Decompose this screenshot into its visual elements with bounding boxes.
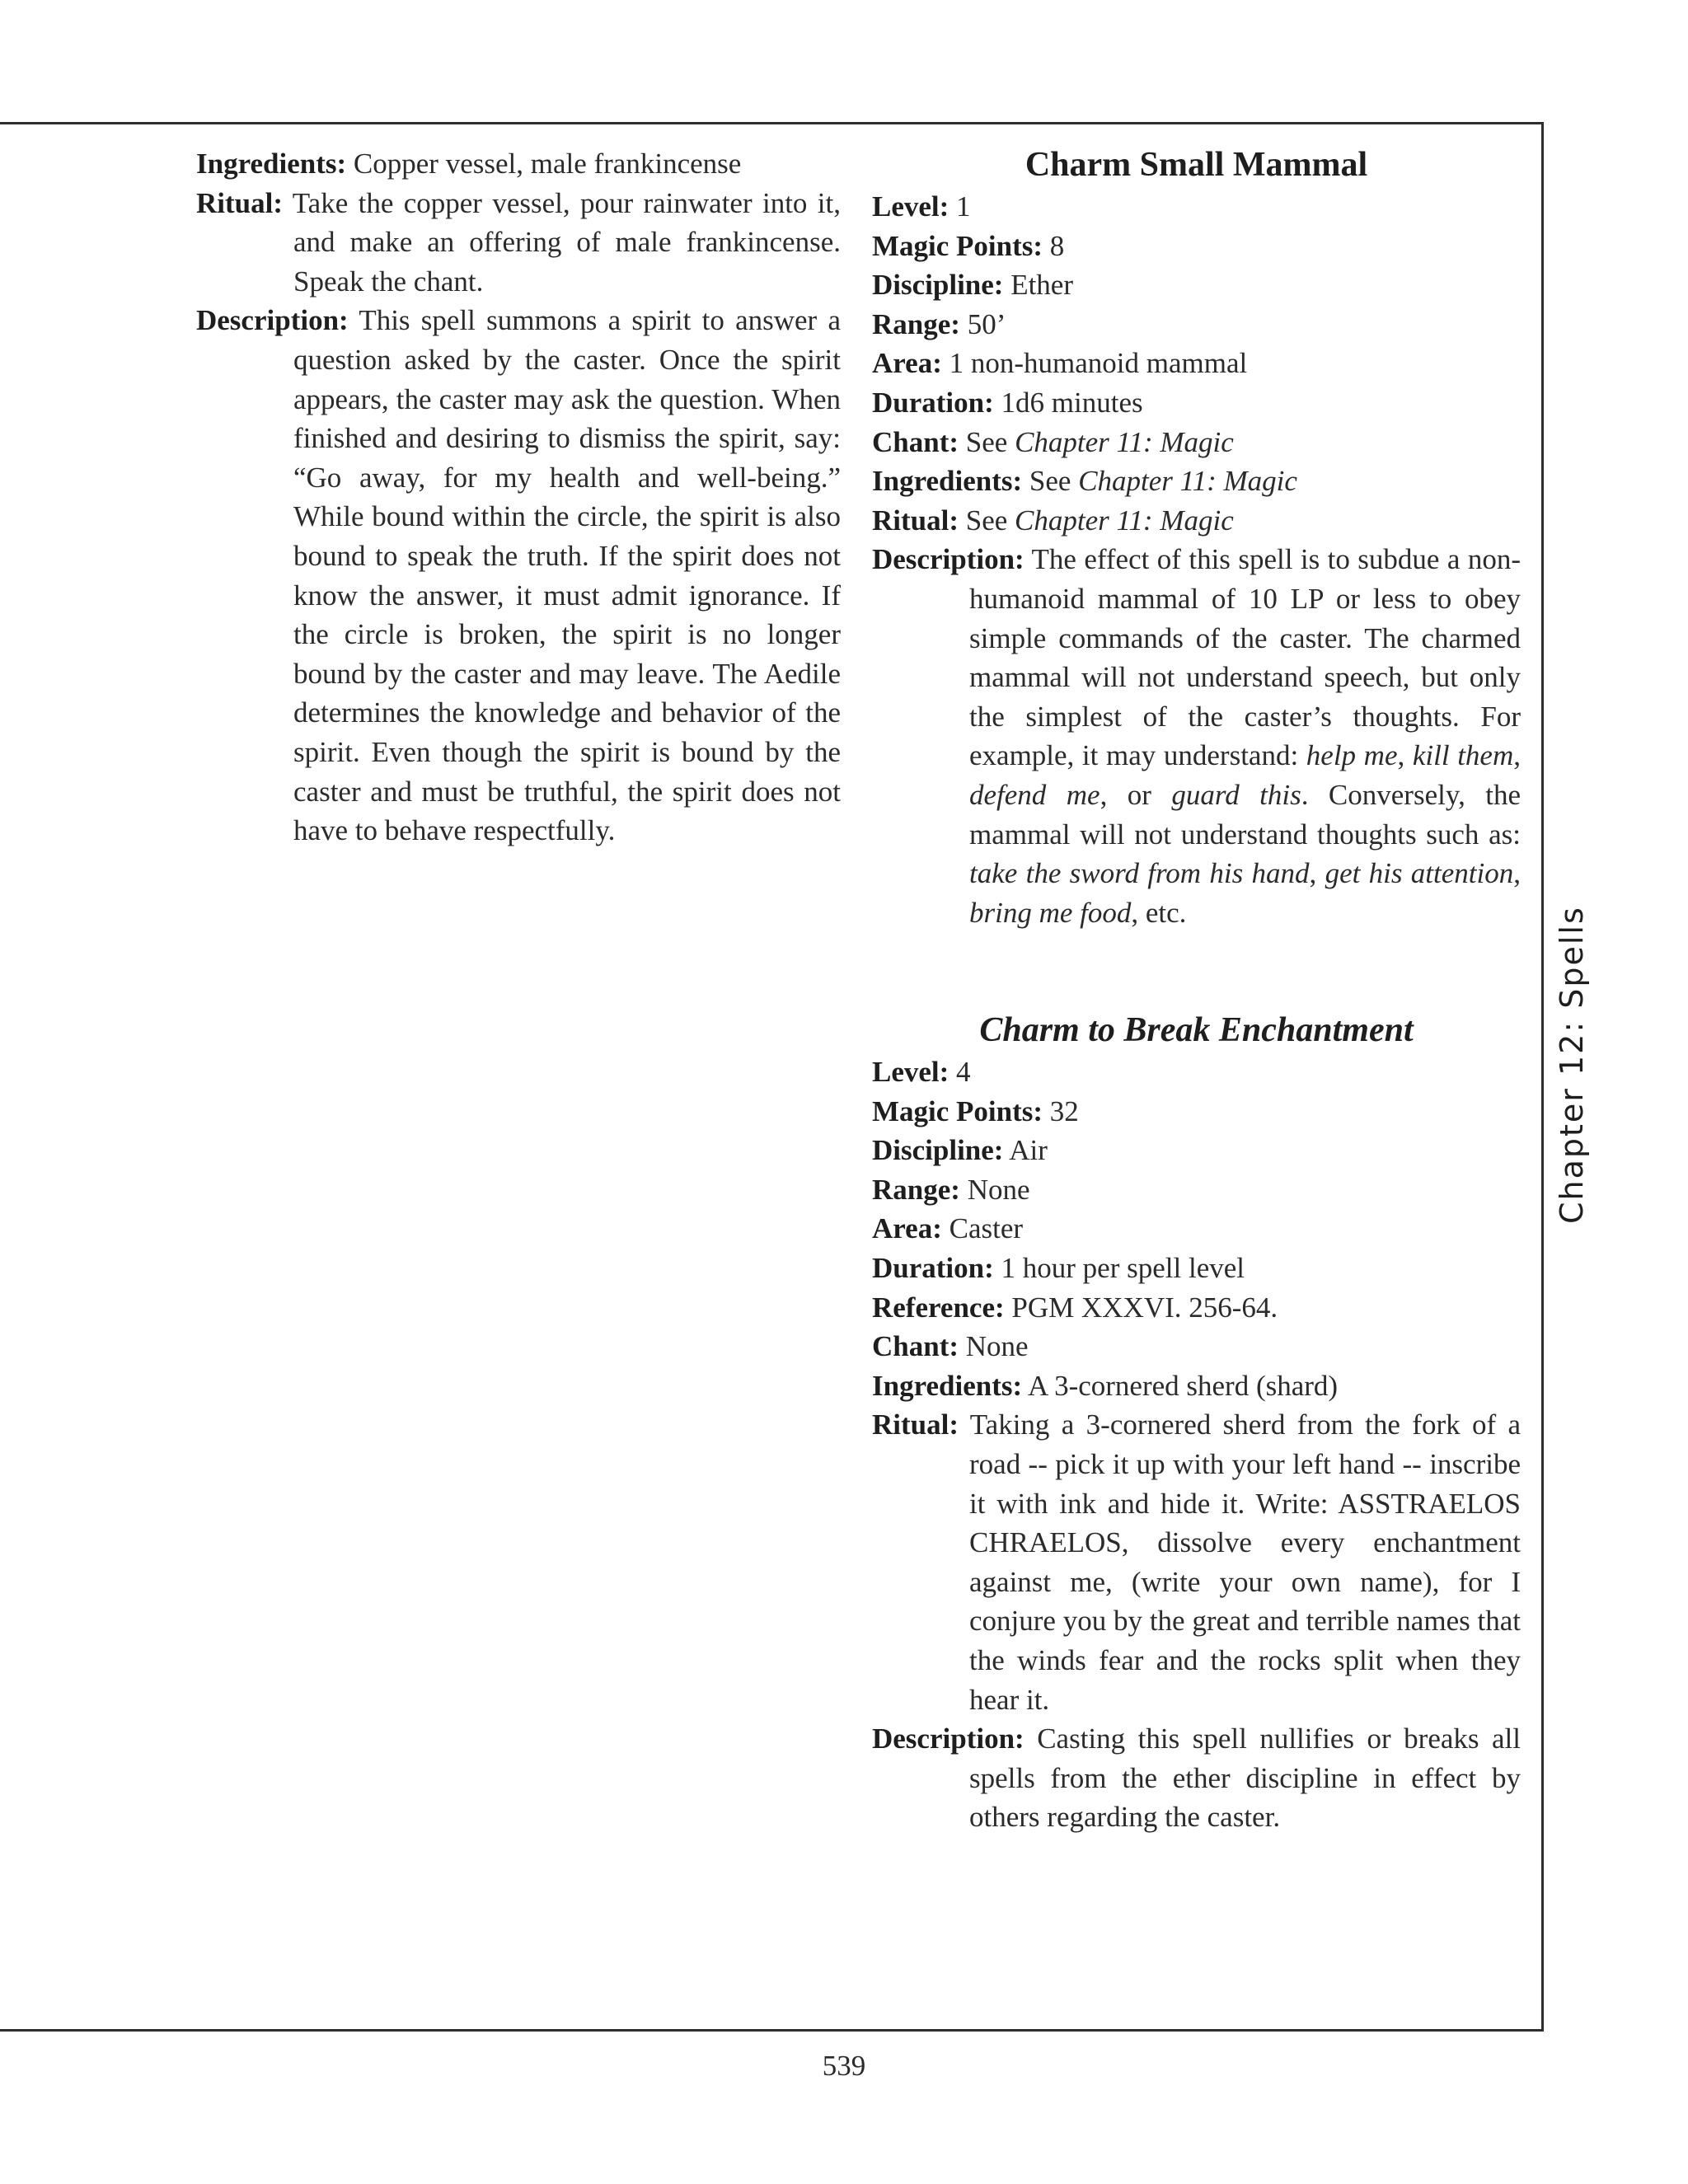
see-word: See xyxy=(965,425,1008,458)
spell-title: Charm to Break Enchantment xyxy=(979,1011,1414,1049)
ingredients-label: Ingredients: xyxy=(872,1369,1023,1402)
area-value: Caster xyxy=(949,1212,1024,1245)
level-entry xyxy=(872,1052,1521,1092)
see-word: See xyxy=(1029,465,1071,498)
magic-points-label: Magic Points: xyxy=(872,229,1043,262)
example-command: kill them xyxy=(1412,739,1514,772)
description-label: Description: xyxy=(872,1722,1025,1755)
ingredients-entry xyxy=(872,1366,1521,1406)
chant-value: None xyxy=(965,1330,1029,1363)
description-label: Description: xyxy=(872,543,1025,576)
chant-label: Chant: xyxy=(872,425,959,458)
page-number: 539 xyxy=(822,2050,866,2082)
level-label: Level: xyxy=(872,1056,950,1088)
magic-points-entry xyxy=(872,1092,1521,1132)
ingredients-value: A 3-cornered sherd (shard) xyxy=(1027,1369,1339,1402)
frame-top-border xyxy=(0,122,1543,124)
duration-entry xyxy=(872,383,1521,423)
example-command: help me xyxy=(1306,739,1398,772)
magic-points-entry xyxy=(872,227,1521,266)
counter-example: bring me food xyxy=(969,896,1132,929)
chant-entry xyxy=(872,423,1521,462)
description-value: This spell summons a spirit to answer a question asked by the caster. Once the spirit appears, the caster may ask the question. When finished and desiring to dismiss the spirit, say: “Go away, for my health and well-being.” While bound within the circle, the spirit is also bound to speak the truth. If the spirit does not know the answer, it must admit ignorance. If the circle is broken, the spirit is no longer bound by the caster and may leave. The Aedile determines the knowledge and behavior of the spirit. Even though the spirit is bound by the caster and must be truthful, the spirit does not have to behave respectfully. xyxy=(293,304,841,847)
ritual-label: Ritual: xyxy=(872,504,959,537)
chant-label: Chant: xyxy=(872,1330,959,1363)
magic-points-value: 32 xyxy=(1049,1094,1079,1127)
discipline-label: Discipline: xyxy=(872,269,1004,302)
range-label: Range: xyxy=(872,1173,960,1206)
range-entry xyxy=(872,305,1521,344)
counter-example: get his attention xyxy=(1325,857,1514,890)
ingredients-entry xyxy=(872,462,1521,501)
ritual-value: Take the copper vessel, pour rainwater into it, and make an offering of male frankincense. Speak the chant. xyxy=(292,186,841,298)
see-word: See xyxy=(965,504,1008,537)
area-entry xyxy=(872,344,1521,383)
area-value: 1 non-humanoid mammal xyxy=(949,347,1248,380)
ritual-entry xyxy=(872,1405,1521,1719)
or-word: or xyxy=(1127,778,1151,811)
ingredients-entry xyxy=(196,144,841,184)
ritual-entry xyxy=(872,501,1521,541)
chapter-reference: Chapter 11: Magic xyxy=(1078,465,1297,498)
duration-label: Duration: xyxy=(872,1251,994,1284)
discipline-entry xyxy=(872,1131,1521,1170)
magic-points-label: Magic Points: xyxy=(872,1094,1043,1127)
spell-charm-to-break-enchantment xyxy=(872,1010,1521,1837)
range-value: 50’ xyxy=(967,307,1006,340)
reference-entry xyxy=(872,1288,1521,1328)
frame-bottom-border xyxy=(0,2029,1544,2032)
range-value: None xyxy=(967,1173,1030,1206)
example-command: defend me xyxy=(969,778,1100,811)
example-command: guard this xyxy=(1171,778,1301,811)
range-label: Range: xyxy=(872,307,960,340)
left-column xyxy=(196,144,841,851)
chant-entry xyxy=(872,1327,1521,1366)
description-entry: Description: The effect of this spell is to subdue a non-humanoid mammal of 10 LP or less to obey simple commands of the caster. The charmed mammal will not understand speech, but only the simplest of the caster’s thoughts. For example, it may understand: help me, kill them, defend me, or guard this. Conversely, the mammal will not understand thoughts such as: take the sword from his hand, get his attention, bring me food, etc. xyxy=(872,543,1522,929)
level-value: 4 xyxy=(956,1056,971,1088)
level-entry xyxy=(872,187,1521,227)
magic-points-value: 8 xyxy=(1049,229,1065,262)
counter-example: take the sword from his hand xyxy=(969,857,1310,890)
ritual-entry xyxy=(196,184,841,302)
description-entry xyxy=(872,1719,1521,1837)
description-text-part2: Conversely, the mammal will not understand thoughts such as: xyxy=(969,778,1522,851)
ritual-label: Ritual: xyxy=(872,1408,959,1441)
discipline-value: Air xyxy=(1009,1134,1048,1167)
reference-label: Reference: xyxy=(872,1291,1005,1324)
reference-value: PGM XXXVI. 256-64. xyxy=(1011,1291,1278,1324)
duration-value: 1d6 minutes xyxy=(1001,386,1143,419)
level-label: Level: xyxy=(872,190,950,223)
chapter-reference: Chapter 11: Magic xyxy=(1015,425,1234,458)
description-value: Casting this spell nullifies or breaks all spells from the ether discipline in effect by others regarding the caster. xyxy=(969,1722,1522,1834)
discipline-value: Ether xyxy=(1010,269,1073,302)
discipline-label: Discipline: xyxy=(872,1134,1004,1167)
ritual-value: Taking a 3-cornered sherd from the fork of a road -- pick it up with your left hand -- inscribe it with ink and hide it. Write: ASSTRAELOS CHRAELOS, dissolve every enchantment against me, (write your own name), for I conjure you by the great and terrible names that the winds fear and the rocks split when they hear it. xyxy=(969,1408,1521,1716)
description-entry xyxy=(196,301,841,850)
description-label: Description: xyxy=(196,304,349,337)
discipline-entry xyxy=(872,265,1521,305)
ingredients-label: Ingredients: xyxy=(196,148,347,180)
area-entry xyxy=(872,1209,1521,1249)
description-text-part1: The effect of this spell is to subdue a non-humanoid mammal of 10 LP or less to obey simple commands of the caster. The charmed mammal will not understand speech, but only the simplest of the caster’s thoughts. For example, it may understand: xyxy=(969,543,1521,772)
area-label: Area: xyxy=(872,1212,942,1245)
spell-title: Charm Small Mammal xyxy=(1025,146,1368,184)
duration-entry xyxy=(872,1249,1521,1288)
chapter-side-tab: Chapter 12: Spells xyxy=(1554,906,1590,1224)
ingredients-label: Ingredients: xyxy=(872,465,1023,498)
frame-right-border xyxy=(1541,122,1544,2032)
chapter-reference: Chapter 11: Magic xyxy=(1015,504,1234,537)
level-value: 1 xyxy=(956,190,971,223)
etc-word: etc. xyxy=(1145,896,1187,929)
duration-label: Duration: xyxy=(872,386,994,419)
ingredients-value: Copper vessel, male frankincense xyxy=(353,148,742,180)
duration-value: 1 hour per spell level xyxy=(1001,1251,1245,1284)
ritual-label: Ritual: xyxy=(196,186,283,219)
range-entry xyxy=(872,1170,1521,1210)
area-label: Area: xyxy=(872,347,942,380)
spell-charm-small-mammal xyxy=(872,144,1521,932)
